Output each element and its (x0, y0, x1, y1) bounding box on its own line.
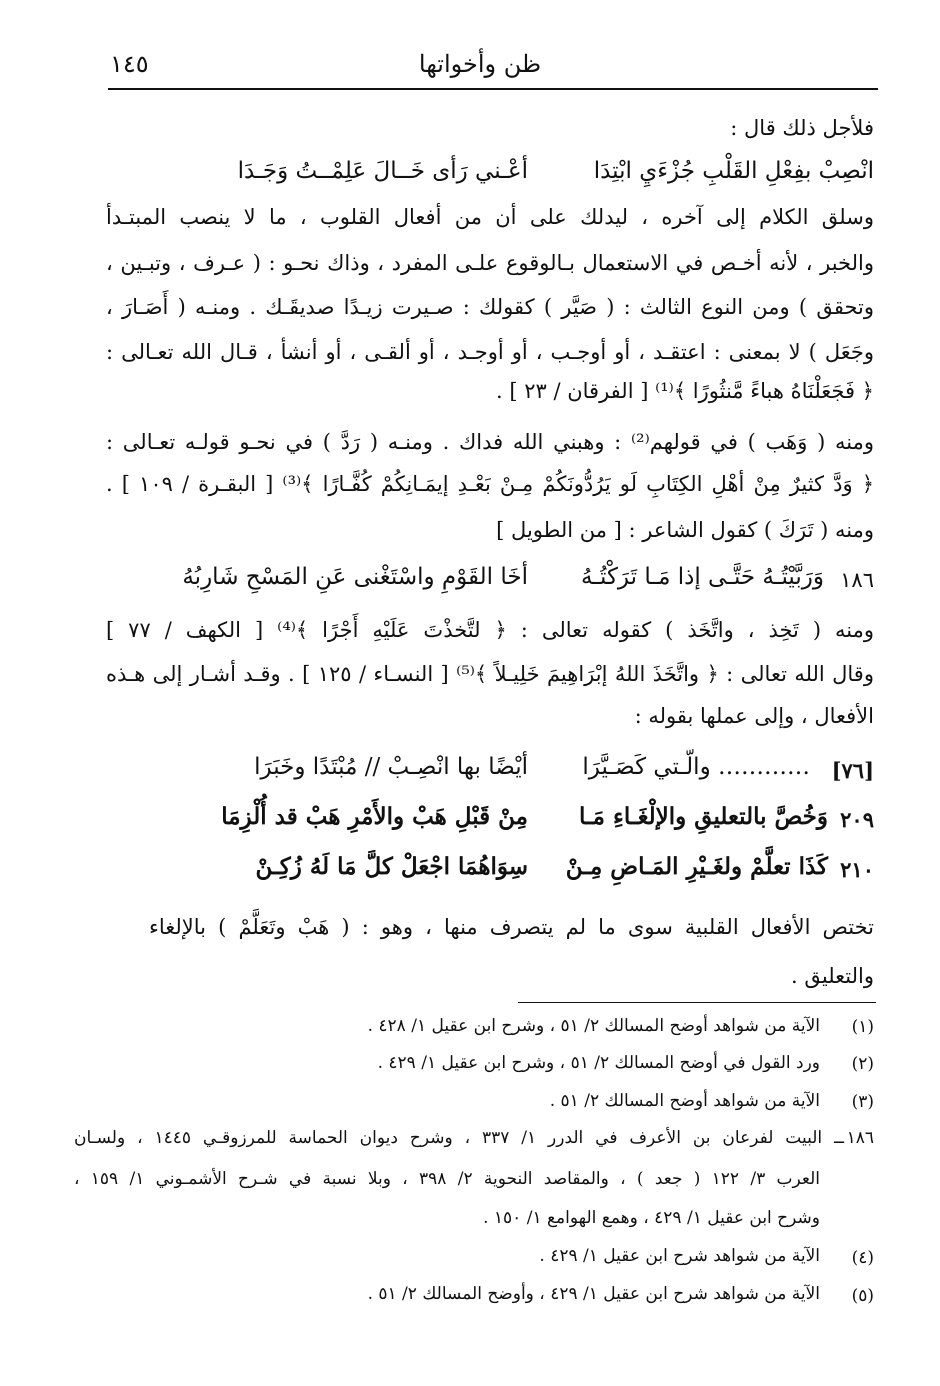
verse-number: ٢١٠ (840, 857, 874, 882)
alfiyya-verse-second-hemistich: مِنْ قَبْلِ هَبْ والأَمْرِ هَبْ قد أُلْزِمَا (221, 803, 528, 830)
alfiyya-verse-first-hemistich: وَخُصَّ بالتعليقِ والإلْغَـاءِ مَـا (578, 803, 828, 830)
verse-number: [٧٦] (831, 758, 874, 783)
paragraph-1-line: ﴿ فَجَعَلْنَاهُ هباءً مَّنثُورًا ﴾⁽¹⁾ [ الفرقان / ٢٣ ] . (496, 379, 874, 403)
page-number: ١٤٥ (110, 50, 149, 78)
paragraph-2-line: ومنه ( تَرَكَ ) كقول الشاعر : [ من الطويل ] (496, 518, 874, 542)
footnote-text: وشرح ابن عقيل ١/ ٤٢٩ ، وهمع الهوامع ١/ ١٥٠ . (483, 1208, 820, 1228)
footnote-text: العرب ٣/ ١٢٢ ( جعد ) ، والمقاصد النحوية ٢/ ٣٩٨ ، وبلا نسبة في شـرح الأشمـوني ١/ ١٥٩ ، (74, 1169, 820, 1189)
paragraph-2-line: ومنه ( وَهَب ) في قولهم⁽²⁾ : وهبني الله فداك . ومنـه ( رَدَّ ) في نحـو قولـه تعـالى : (106, 430, 874, 454)
footnote-rule (518, 1002, 876, 1003)
verse-186-second-hemistich: أخَا القَوْمِ واسْتَغْنى عَنِ المَسْحِ شَارِبُهُ (182, 564, 528, 590)
footnote-number: (١) (851, 1017, 874, 1037)
verse-number: ١٨٦ (840, 568, 874, 592)
paragraph-1-line: والخبر ، لأنه أخـص في الاستعمال بـالوقوع علـى المفرد ، وذاك نحـو : ( عـرف ، وتبـين ، (106, 251, 874, 275)
paragraph-4-line: تختص الأفعال القلبية سوى ما لم يتصرف منها ، وهو : ( هَبْ وتَعَلَّمْ ) بالإلغاء (149, 915, 874, 939)
verse-1-second-hemistich: أعْـني رَأى خَــالَ عَلِمْــتُ وَجَـدَا (237, 158, 528, 184)
footnote-text: الآية من شواهد أوضح المسالك ٢/ ٥١ ، وشرح ابن عقيل ١/ ٤٢٨ . (367, 1016, 820, 1036)
verse-number: ٢٠٩ (840, 807, 874, 832)
alfiyya-verse-first-hemistich: كَذَا تعلَّمْ ولغَـيْرِ المَـاضِ مِـنْ (565, 853, 828, 880)
paragraph-3-line: الأفعال ، وإلى عملها بقوله : (634, 704, 874, 728)
paragraph-1-line: وتحقق ) ومن النوع الثالث : ( صَيَّر ) كقولك : صـيرت زيـدًا صديقَـك . ومنـه ( أَصَـارَ ، (106, 295, 874, 319)
footnote-text: ــ البيت لفرعان بن الأعرف في الدرر ١/ ٣٣٧ ، وشرح ديوان الحماسة للمرزوقـي ١٤٤٥ ، ولسـان (74, 1128, 844, 1148)
paragraph-1-line: وجَعَل ) لا بمعنى : اعتقـد ، أو أوجـب ، أو أوجـد ، أو ألقـى ، أو أنشأ ، قـال الله تعـالى : (106, 340, 874, 364)
footnote-text: ورد القول في أوضح المسالك ٢/ ٥١ ، وشرح ابن عقيل ١/ ٤٢٩ . (377, 1053, 820, 1073)
alfiyya-verse-first-hemistich: ………… والّـتي كَصَـيَّرَا (582, 754, 810, 780)
verse-186-first-hemistich: وَرَبَّيْتُـهُ حَتَّـى إذا مَـا تَرَكْتُـهُ (580, 564, 824, 590)
paragraph-3-line: وقال الله تعالى : ﴿ واتَّخَذَ اللهُ إبْرَاهِيمَ خَلِيـلاً ﴾⁽⁵⁾ [ النسـاء / ١٢٥ ] . وقـد أشـار إلى هـذه (106, 662, 874, 686)
intro-line: فلأجل ذلك قال : (730, 116, 874, 140)
alfiyya-verse-second-hemistich: أيْضًا بها انْصِـبْ // مُبْتَدًا وخَبَرَا (254, 754, 528, 780)
footnote-text: الآية من شواهد شرح ابن عقيل ١/ ٤٢٩ ، وأوضح المسالك ٢/ ٥١ . (367, 1284, 820, 1304)
footnote-text: الآية من شواهد أوضح المسالك ٢/ ٥١ . (549, 1091, 820, 1111)
alfiyya-verse-second-hemistich: سِوَاهُمَا اجْعَلْ كلَّ مَا لَهُ زُكِـنْ (255, 853, 528, 880)
verse-1-first-hemistich: انْصِبْ بفِعْلِ القَلْبِ جُزْءَيِ ابْتِدَا (593, 158, 874, 184)
header-rule (108, 88, 878, 90)
footnote-number: (٥) (851, 1286, 874, 1306)
footnote-number: (٣) (851, 1092, 874, 1112)
paragraph-3-line: ومنه ( تَخِذ ، واتَّخَذ ) كقوله تعالى : ﴿ لتَّخذْتَ عَلَيْهِ أَجْرًا ﴾⁽⁴⁾ [ الكهف / ٧٧ ] (106, 618, 874, 642)
footnote-number: (٤) (851, 1248, 874, 1268)
footnote-number: ١٨٦ (846, 1128, 874, 1148)
paragraph-2-line: ﴿ وَدَّ كثيرٌ مِنْ أهْلِ الكِتَابِ لَو يَرُدُّونَكُمْ مِـنْ بَعْـدِ إيمَـانِكُمْ كُفَّـارًا ﴾⁽³⁾ [ البقـرة / ١٠٩ ] . (106, 472, 874, 496)
running-title: ظن وأخواتها (418, 50, 542, 78)
footnote-text: الآية من شواهد شرح ابن عقيل ١/ ٤٢٩ . (539, 1246, 820, 1266)
footnote-number: (٢) (851, 1054, 874, 1074)
paragraph-1-line: وسلق الكلام إلى آخره ، ليدلك على أن من أفعال القلوب ، ما لا ينصب المبتـدأ (106, 205, 874, 229)
paragraph-4-line: والتعليق . (791, 964, 874, 988)
